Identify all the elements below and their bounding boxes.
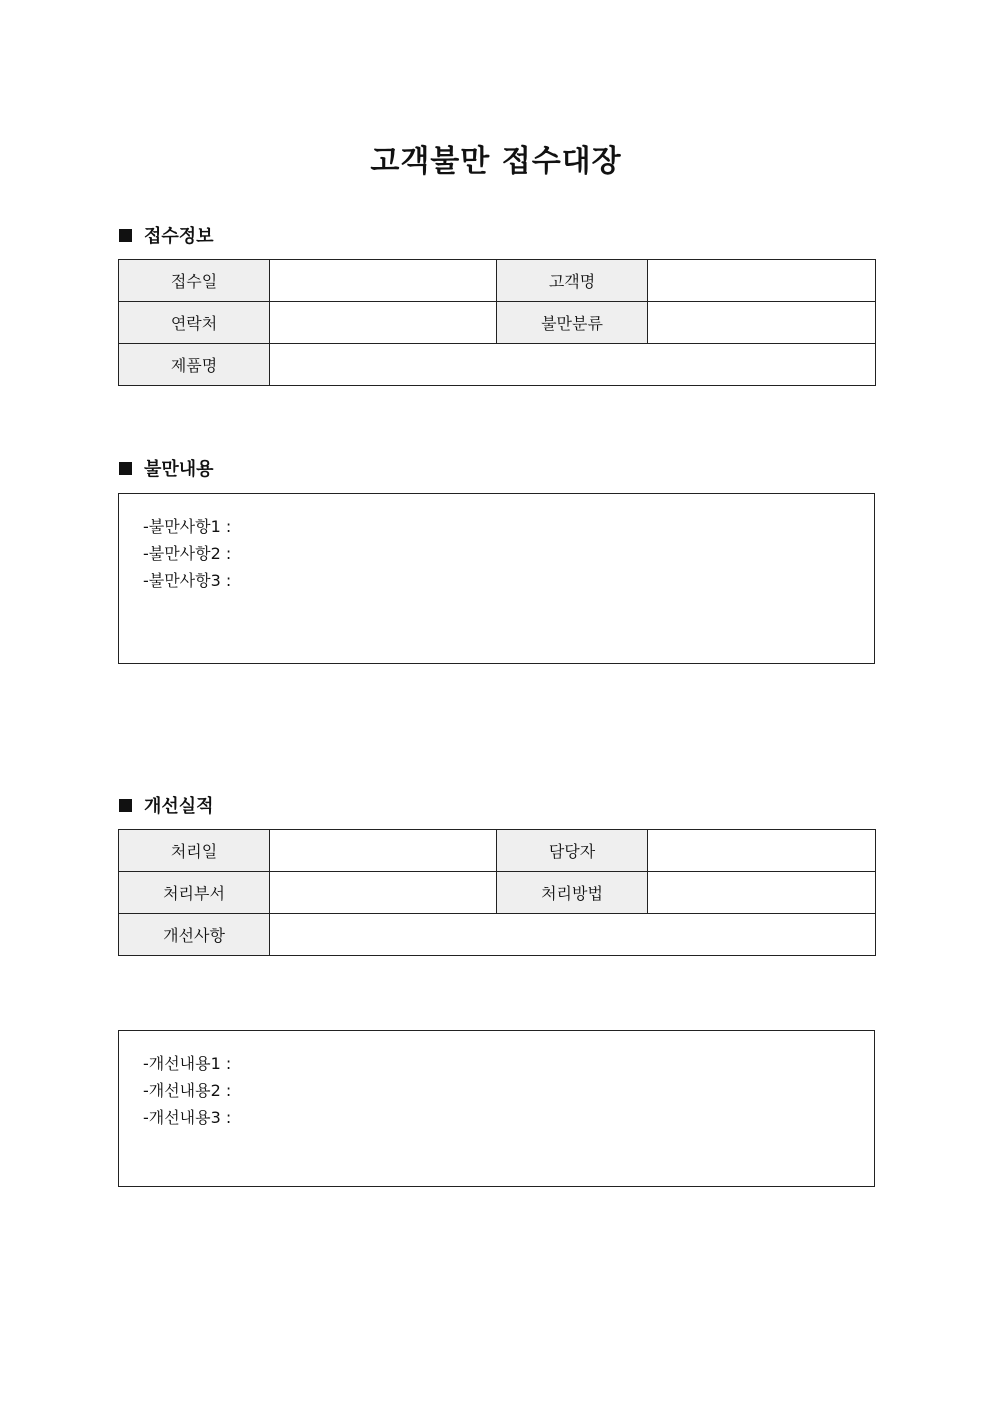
table-row	[119, 914, 876, 956]
customer-name-label: 고객명	[497, 260, 648, 302]
customer-name-field[interactable]	[648, 260, 876, 302]
process-method-field[interactable]	[648, 872, 876, 914]
section-heading-reception	[119, 223, 214, 247]
process-date-label: 처리일	[119, 830, 270, 872]
table-row	[119, 302, 876, 344]
square-bullet-icon	[119, 799, 132, 812]
table-row	[119, 260, 876, 302]
section-heading-improvement	[119, 793, 214, 817]
improvement-content-box[interactable]	[118, 1030, 875, 1187]
product-name-field[interactable]	[270, 344, 876, 386]
complaint-line-1: -불만사항1 :	[143, 517, 232, 536]
table-row	[119, 872, 876, 914]
table-row	[119, 344, 876, 386]
reception-date-label: 접수일	[119, 260, 270, 302]
contact-label: 연락처	[119, 302, 270, 344]
reception-date-field[interactable]	[270, 260, 497, 302]
section-heading-label: 개선실적	[144, 796, 214, 817]
improvement-items-field[interactable]	[270, 914, 876, 956]
section-heading-complaint	[119, 456, 214, 480]
complaint-category-field[interactable]	[648, 302, 876, 344]
table-row	[119, 830, 876, 872]
improvement-line-2: -개선내용2 :	[143, 1081, 232, 1100]
complaint-content-box[interactable]	[118, 493, 875, 664]
square-bullet-icon	[119, 462, 132, 475]
contact-field[interactable]	[270, 302, 497, 344]
section-heading-label: 불만내용	[144, 459, 214, 480]
process-date-field[interactable]	[270, 830, 497, 872]
manager-field[interactable]	[648, 830, 876, 872]
section-heading-label: 접수정보	[144, 226, 214, 247]
manager-label: 담당자	[497, 830, 648, 872]
product-name-label: 제품명	[119, 344, 270, 386]
department-field[interactable]	[270, 872, 497, 914]
square-bullet-icon	[119, 229, 132, 242]
improvement-table	[118, 829, 876, 956]
improvement-line-3: -개선내용3 :	[143, 1108, 232, 1127]
improvement-items-label: 개선사항	[119, 914, 270, 956]
process-method-label: 처리방법	[497, 872, 648, 914]
complaint-category-label: 불만분류	[497, 302, 648, 344]
complaint-line-3: -불만사항3 :	[143, 571, 232, 590]
page-title: 고객불만 접수대장	[370, 144, 622, 179]
complaint-line-2: -불만사항2 :	[143, 544, 232, 563]
department-label: 처리부서	[119, 872, 270, 914]
improvement-line-1: -개선내용1 :	[143, 1054, 232, 1073]
reception-table	[118, 259, 876, 386]
